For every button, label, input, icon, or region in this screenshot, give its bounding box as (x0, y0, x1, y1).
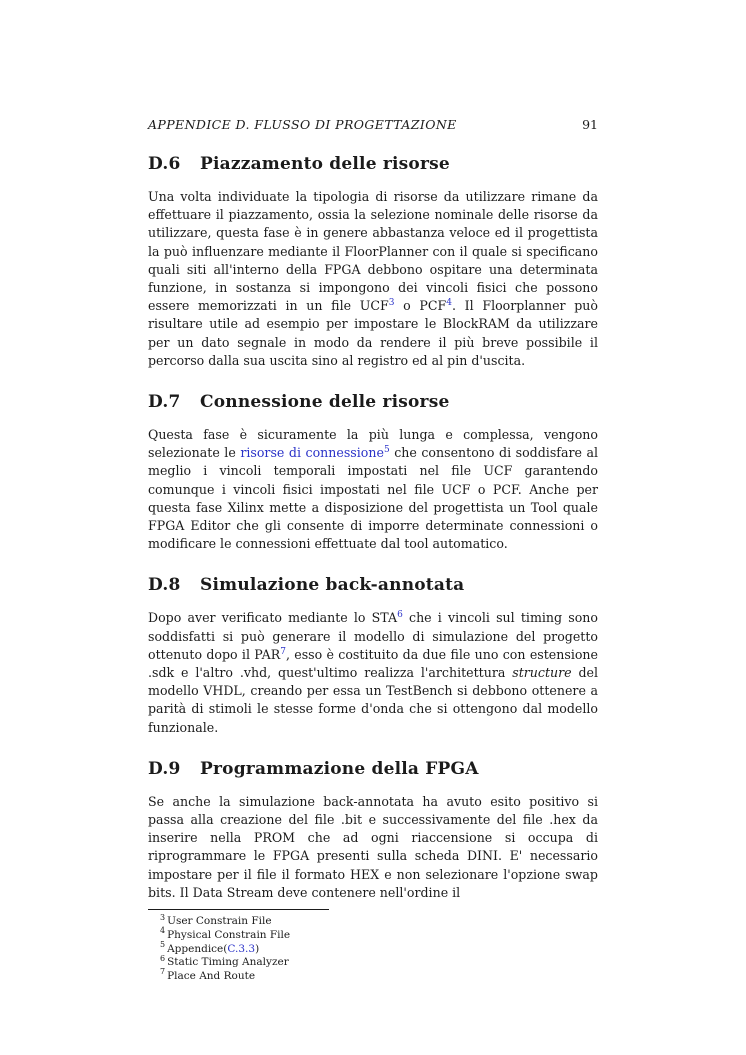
footnote (148, 967, 598, 984)
section-title: Connessione delle risorse (200, 392, 450, 413)
section-number: D.7 (148, 392, 181, 413)
text-run: structure (512, 665, 572, 681)
footnote-text (167, 970, 255, 982)
section-title: Simulazione back-annotata (200, 575, 465, 596)
section-title: Programmazione della FPGA (200, 758, 479, 779)
section-d8 (148, 575, 598, 736)
text-run: Place And Route (167, 969, 256, 982)
text-run: , esso è costituito da due file uno con estensione .sdk e l'altro .vhd, quest'ultimo realizza l'architettura (148, 646, 598, 681)
section-d6 (148, 154, 598, 370)
text-run: che consentono di soddisfare al meglio i vincoli temporali impostati nel file UCF garantendo comunque i vincoli fisici impostati nel file UCF o PCF. Anche per questa fase Xilinx mette a disposizione del progettista un Tool quale FPGA Editor che gli consente di imporre determinate connessioni o modificare le connessioni effettuate dal tool automatico. (148, 445, 598, 552)
paragraph (148, 188, 598, 370)
footnote-marker: 6 (160, 953, 166, 963)
text-run: . Il Floorplanner può risultare utile ad esempio per impostare le BlockRAM da utilizzare per un dato segnale in modo da rendere il più breve possibile il percorso dalla sua uscita sino al registro ed al pin d'uscita. (148, 298, 599, 368)
text-run: User Constrain File (167, 915, 272, 928)
text-run: Questa fase è sicuramente la più lunga e complessa, vengono selezionate le (148, 427, 598, 461)
footnote-ref-superscript[interactable]: 3 (388, 298, 395, 309)
footnote (148, 940, 598, 957)
footnote (148, 912, 598, 929)
section-heading (148, 392, 598, 412)
text-run: Appendice( (167, 942, 228, 955)
footnote-rule (148, 909, 329, 910)
text-run: Dopo aver verificato mediante lo STA (148, 610, 398, 626)
footnote-marker: 5 (160, 940, 166, 949)
footnote-text (167, 956, 289, 968)
text-run: Static Timing Analyzer (167, 956, 289, 969)
footnote-ref-superscript[interactable]: 7 (280, 646, 286, 657)
footnote-ref-superscript[interactable]: 4 (446, 298, 452, 309)
paragraph (148, 793, 598, 902)
section-d7 (148, 392, 598, 553)
paragraph (148, 609, 598, 736)
text-run: Se anche la simulazione back-annotata ha avuto esito positivo si passa alla creazione del file .bit e successivamente del file .hex da inserire nella PROM che ad ogni riaccensione si occupa di riprogrammare le FPGA presenti sulla scheda DINI. E' necessario impostare per il file il formato HEX e non selezionare l'opzione swap bits. Il Data Stream deve contenere nell'ordine il (148, 793, 598, 900)
footnote-ref-superscript[interactable]: 6 (397, 610, 403, 621)
footnote (148, 953, 598, 970)
page-number: 91 (582, 117, 598, 132)
section-heading (148, 759, 598, 779)
footnote-text (167, 943, 259, 955)
inline-link[interactable]: C.3.3 (227, 942, 256, 955)
section-heading (148, 575, 598, 595)
text-run: o PCF (394, 298, 447, 314)
section-title: Piazzamento delle risorse (200, 154, 450, 174)
footnote-marker: 4 (160, 926, 166, 936)
section-d9 (148, 759, 598, 902)
running-header (148, 117, 598, 132)
footnote-ref-superscript[interactable]: 5 (383, 445, 390, 456)
footnote (148, 926, 598, 943)
footnotes (148, 909, 598, 984)
paragraph (148, 426, 598, 553)
text-run: che i vincoli sul timing sono soddisfatti si può generare il modello di simulazione del progetto ottenuto dopo il PAR (148, 610, 598, 662)
footnote-text (167, 915, 272, 927)
text-run: ) (255, 942, 260, 955)
footnote-marker: 3 (160, 912, 166, 922)
running-header-title: APPENDICE D. FLUSSO DI PROGETTAZIONE (148, 117, 457, 132)
text-run: Physical Constrain File (167, 928, 291, 941)
section-number: D.9 (148, 758, 181, 779)
footnote-marker: 7 (160, 967, 166, 977)
section-number: D.8 (148, 575, 181, 596)
inline-link[interactable]: risorse di connessione (240, 445, 384, 461)
text-run: Una volta individuate la tipologia di risorse da utilizzare rimane da effettuare il piazzamento, ossia la selezione nominale delle risorse da utilizzare, questa fase è in genere abbastanza veloce ed il progettista la può influenzare mediante il FloorPlanner con il quale si specificano quali siti all'interno della FPGA debbono ospitare una determinata funzione, in sostanza si impongono dei vincoli fisici che possono essere memorizzati in un file UCF (148, 189, 598, 314)
text-run: del modello VHDL, creando per essa un TestBench si debbono ottenere a parità di stimoli le stesse forme d'onda che si ottengono dal modello funzionale. (148, 665, 599, 735)
footnote-text (167, 929, 290, 941)
section-number: D.6 (148, 154, 181, 174)
section-heading (148, 154, 598, 174)
